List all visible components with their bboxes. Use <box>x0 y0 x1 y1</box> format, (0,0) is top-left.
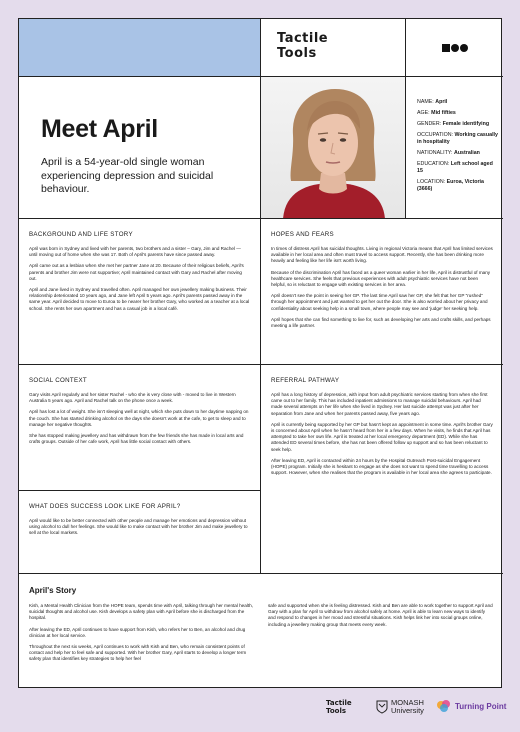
success-paragraph: April would like to be better connected with other people and manage her emotions and depression without using alcohol to dull her feelings. She would like to make contact with her brother Jim and make jewellery to sell at the local markets. <box>29 518 248 536</box>
brand-mark-icon <box>406 19 503 77</box>
detail-age: AGE: Mid fifties <box>417 110 456 116</box>
monash-logo <box>376 699 424 715</box>
background-heading: BACKGROUND AND LIFE STORY <box>29 231 133 238</box>
footer-tactile-tools-logo <box>326 699 352 715</box>
detail-gender: GENDER: Female identifying <box>417 121 490 127</box>
story-paragraph: Kish, a Mental Health Clinician from the HOPE team, spends time with April, talking through her mental health, suicidal thoughts and alcohol use. Kish develops a safety plan with April before she is discharged from the hospital. <box>29 603 253 621</box>
story-paragraph: After leaving the ED, April continues to have support from Kish, who refers her to Ben, an alcohol and drug clinician at her local service. <box>29 626 246 638</box>
turning-point-logo <box>436 699 506 713</box>
turning-point-text: Turning Point <box>455 701 507 711</box>
background-section <box>19 219 261 365</box>
portrait-photo <box>261 77 406 219</box>
footer-logos <box>0 694 520 728</box>
detail-education: EDUCATION: Left school aged 15 <box>417 161 493 174</box>
social-paragraph: Gary visits April regularly and her sister Rachel - who she is very close with - moved to live in Western Australia 5 years ago. April and Rachel talk on the phone once a week. <box>29 392 236 404</box>
story-paragraph: Throughout the next six weeks, April continues to work with Kish and Ben, who remain consistent points of contact and help her to feel safe and supported. With her brother Gary, April starts to develop a longer term safety plan that identifies key strategies to help her feel <box>29 644 247 662</box>
referral-paragraph: After leaving ED, April is contacted within 24 hours by the Hospital Outreach Post-suicidal Engagement (HOPE) program. Initially she is hesitant to engage as she does not want to spend time travelling to access support. However, when she realises that the program is available in her local area she agrees to participate. <box>271 457 492 476</box>
social-heading: SOCIAL CONTEXT <box>29 377 87 384</box>
footer-tactile-line-1: Tactile <box>326 699 352 707</box>
hopes-paragraph: April hopes that she can find something to live for, such as developing her arts and crafts skills, and perhaps meeting a life partner. <box>271 316 491 329</box>
background-paragraph: April and Jane lived in Sydney and travelled often. April managed her own jewellery making business. Their relationship deteriorated 10 years ago, and Jane left April 5 years ago. April's parents passed away in the same year. April decided to move to Euroa to be nearer her brother Gary, who worked as a teacher at a local school. She rents her own apartment and has a casual job in a local café. <box>29 287 250 311</box>
story-heading: April's Story <box>29 586 77 595</box>
hopes-section <box>261 219 503 365</box>
turning-point-swirl-icon <box>436 699 452 713</box>
referral-paragraph: April has a long history of depression, with input from adult psychiatric services starting from when she first came out to her family. This has included inpatient admissions to manage suicidal behaviours. April had made several attempts on her life when she lived in Sydney. Her last suicide attempt was just after her separation from Jane and when her parents passed away, five years ago. <box>271 392 488 416</box>
success-heading: WHAT DOES SUCCESS LOOK LIKE FOR APRIL? <box>29 503 181 510</box>
success-section <box>19 491 261 574</box>
logo-line-2: Tools <box>277 46 317 61</box>
story-paragraph: safe and supported when she is feeling distressed. Kish and Ben are able to work together to support April and Gary with a plan for April to withdraw from alcohol safely at home. April is able to learn new ways to identify and respond to changes in her mood and stressful situations. Kish helps link her into social groups online, including a jewellery making group that meets every week. <box>268 603 493 627</box>
hopes-paragraph: In times of distress April has suicidal thoughts. Living in regional Victoria means that April has limited services available in her local area and often must travel to access support. Recently, she has been drinking more heavily and feeling like her life isn't worth living. <box>271 246 493 264</box>
social-section <box>19 365 261 491</box>
header-color-block <box>19 19 261 77</box>
referral-section <box>261 365 503 574</box>
story-section <box>19 574 503 689</box>
detail-nationality: NATIONALITY: Australian <box>417 150 480 156</box>
logo-line-1: Tactile <box>277 31 329 46</box>
hopes-heading: HOPES AND FEARS <box>271 231 334 238</box>
detail-location: LOCATION: Euroa, Victoria (3666) <box>417 179 484 192</box>
story-column-right <box>268 603 493 668</box>
hopes-paragraph: April doesn't see the point in seeing her GP. The last time April saw her GP, she felt that her GP "rushed" through her appointment and just wanted to get her out the door. She is also worried about her privacy and confidentiality about seeking help in a small town, where people may see and 'judge' her seeking help. <box>271 293 488 311</box>
monash-shield-icon <box>376 700 388 714</box>
detail-occupation: OCCUPATION: Working casually in hospitality <box>417 132 498 145</box>
tactile-tools-logo <box>261 19 406 77</box>
social-paragraph: April has lost a lot of weight. She isn't sleeping well at night, which she puts down to her daytime napping on the couch. She has started drinking alcohol on the days she doesn't work at the cafe, to get to sleep and to manage her negative thoughts. <box>29 409 249 427</box>
intro-subtitle: April is a 54-year-old single woman experiencing depression and suicidal behaviour. <box>41 156 214 195</box>
profile-details <box>406 77 503 219</box>
monash-line-2: University <box>391 706 424 715</box>
referral-paragraph: April is currently being supported by her GP but hasn't kept an appointment in some time. April's brother Gary is concerned about April when he hasn't heard from her in a few days. When he visits, he finds that April has attempted to take her own life. April is treated at her local emergency department (ED). While she has attended ED several times before, she has not been offered follow up support and so has been reluctant to seek help. <box>271 421 493 452</box>
page-title: Meet April <box>41 115 158 143</box>
story-column-left <box>29 603 254 668</box>
referral-heading: REFERRAL PATHWAY <box>271 377 340 384</box>
story-columns <box>29 603 493 668</box>
monash-line-1: MONASH <box>391 698 424 707</box>
hopes-paragraph: Because of the discrimination April has faced as a queer woman earlier in her life, April is distrustful of many healthcare services. She feels that previous experiences with adult psychiatric services have not been helpful, so is reluctant to engage with existing services in her area. <box>271 269 491 288</box>
intro-panel <box>19 77 261 219</box>
persona-sheet <box>18 18 502 688</box>
social-paragraph: She has stopped making jewellery and has withdrawn from the few friends she has made in local arts and crafts groups. Outside of her cafe work, April has little social contact with others. <box>29 433 244 445</box>
background-paragraph: April came out as a lesbian when she met her partner Jane at 20. Because of their religious beliefs, April's parents and brother Jim were not supportive; April maintained contact with Gary and Rachel after moving out. <box>29 263 244 281</box>
footer-tactile-line-2: Tools <box>326 707 347 715</box>
background-paragraph: April was born in Sydney and lived with her parents, two brothers and a sister – Gary, Jim and Rachel — until moving out of home when she was 17. Both of April's parents have since passed away. <box>29 246 241 258</box>
detail-name: NAME: April <box>417 99 448 105</box>
